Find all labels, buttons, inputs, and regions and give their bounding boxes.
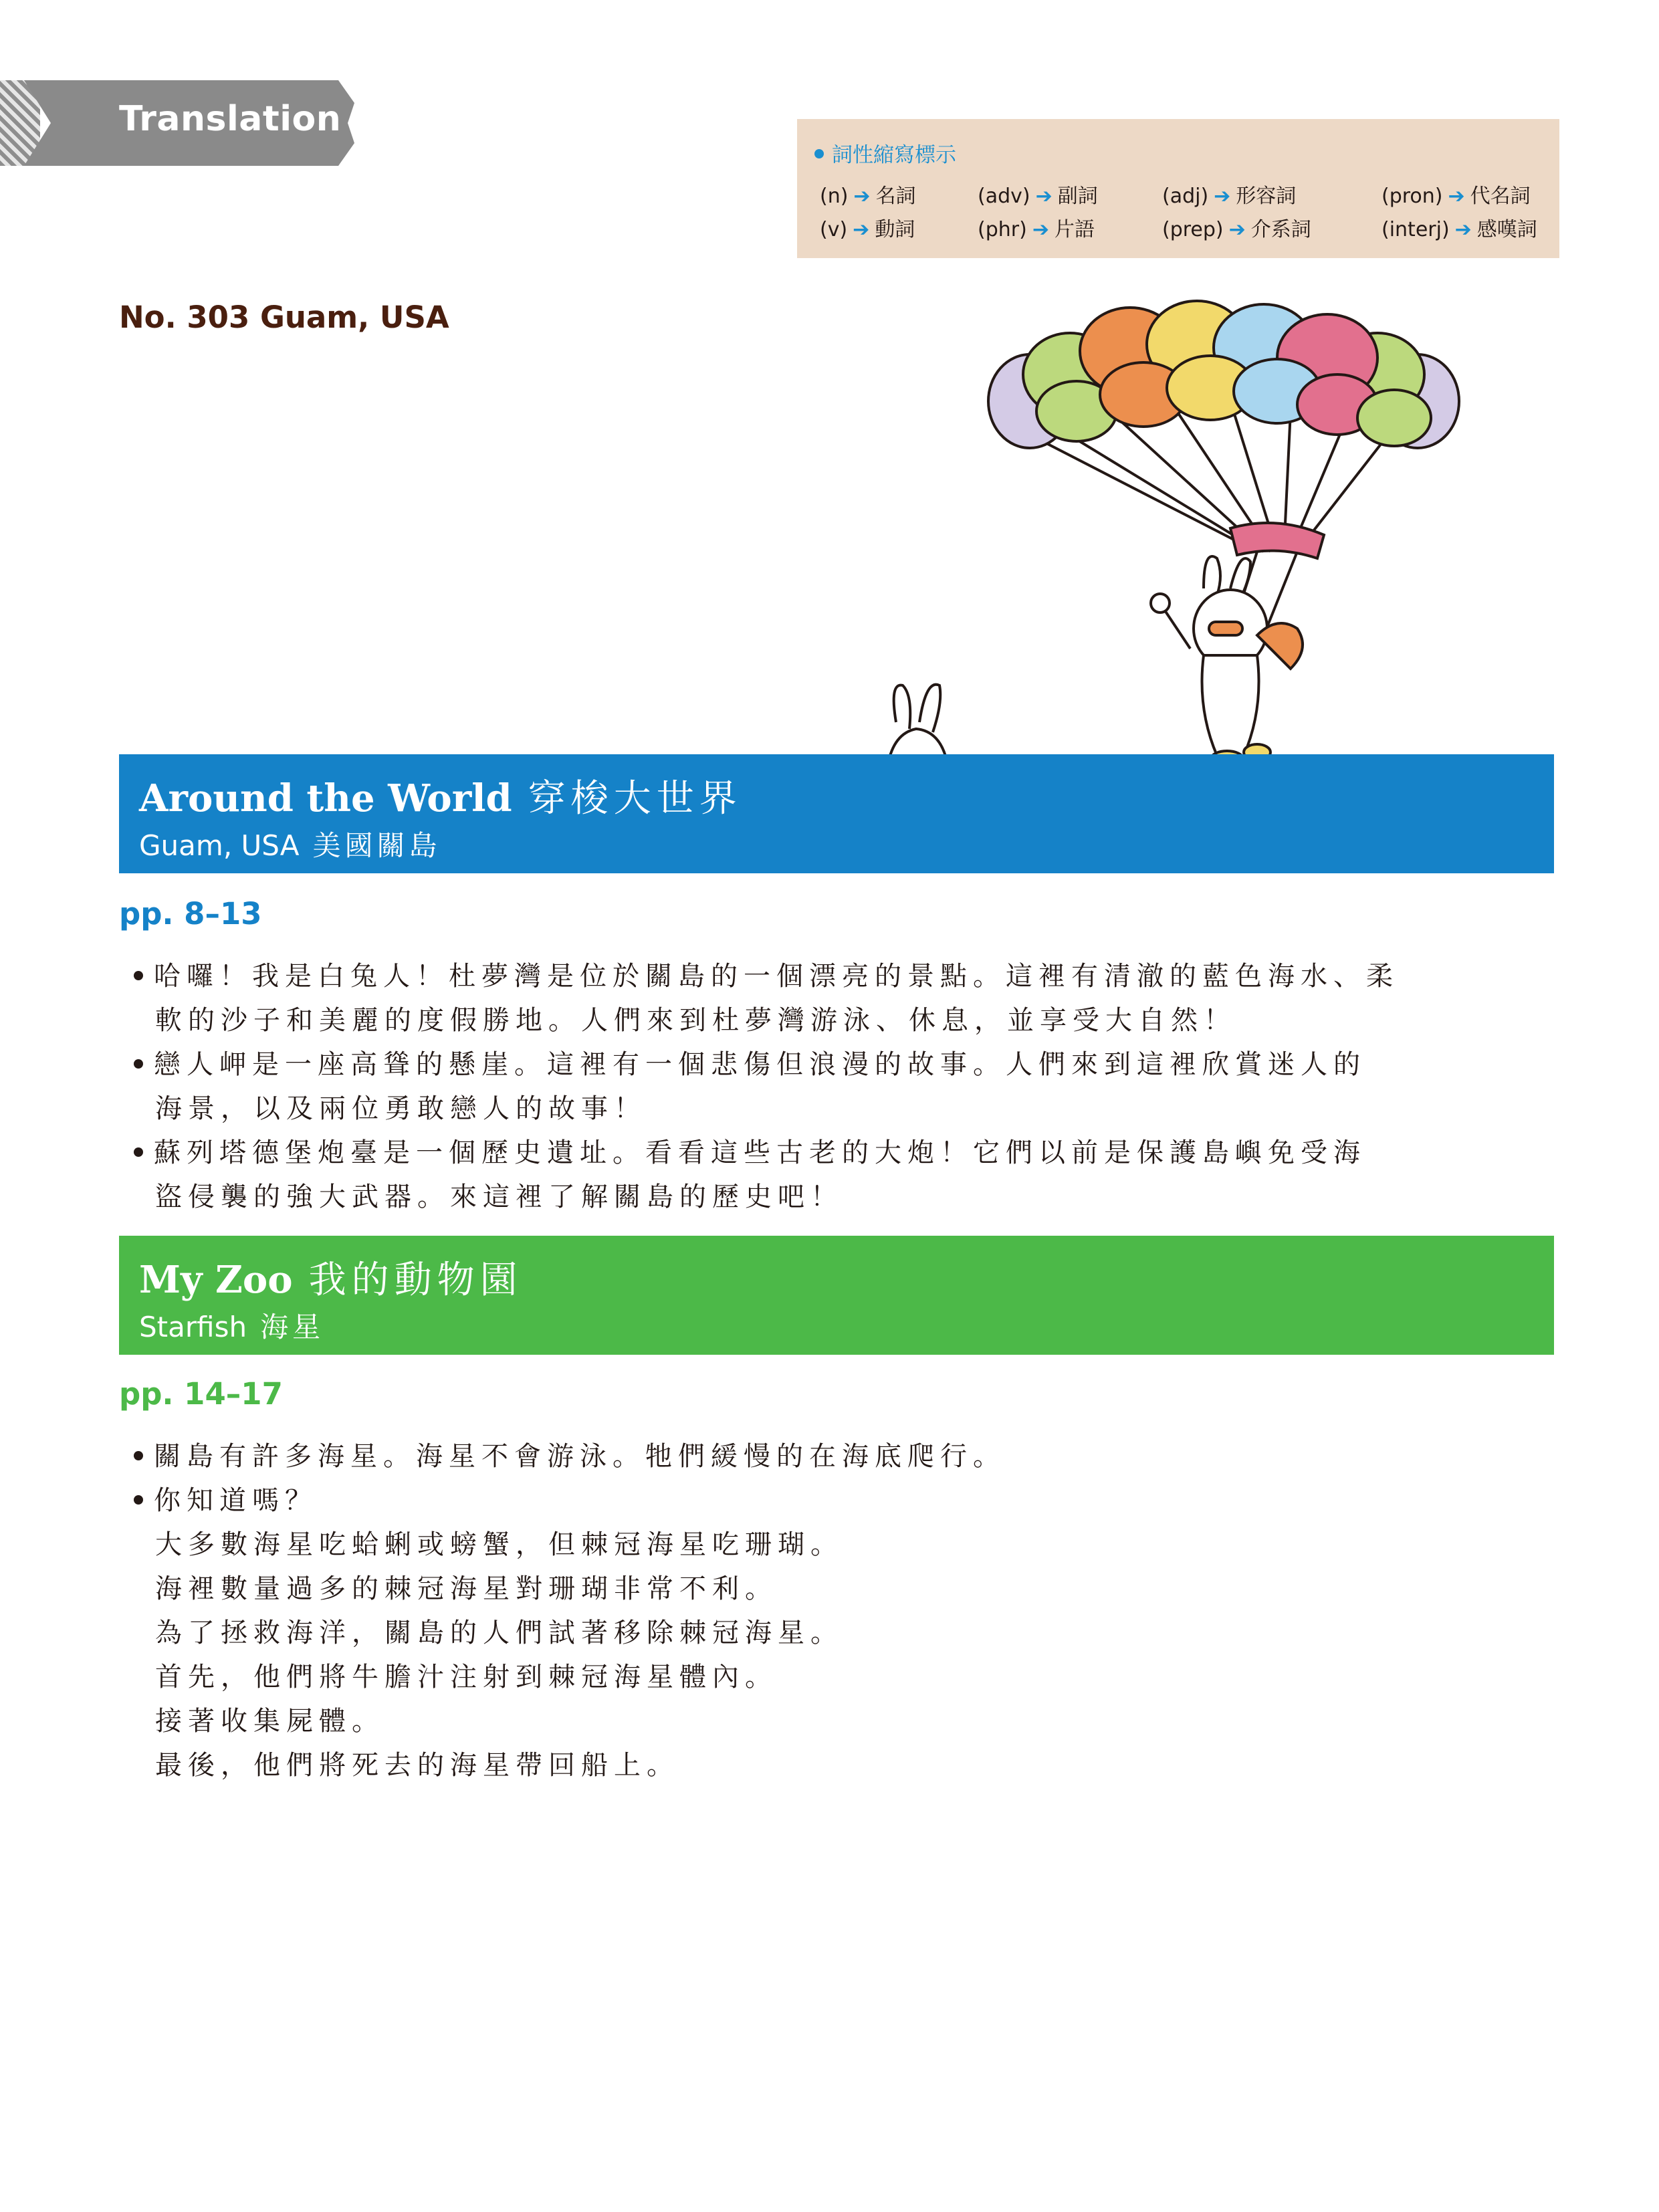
bullet-icon (134, 1451, 143, 1460)
paragraph-line: 戀人岬是一座高聳的懸崖。這裡有一個悲傷但浪漫的故事。人們來到這裡欣賞迷人的 (134, 1043, 1366, 1081)
pilot-chute (1230, 523, 1324, 558)
arrow-right-icon: ➔ (1032, 218, 1049, 241)
legend-item-preposition: (prep) ➔ 介系詞 (1162, 218, 1311, 241)
legend-item-noun: (n) ➔ 名詞 (820, 185, 916, 208)
arrow-right-icon: ➔ (853, 218, 870, 241)
arrow-right-icon: ➔ (1454, 218, 1472, 241)
bullet-dot-icon (814, 149, 824, 158)
paragraph-line: 海景，以及兩位勇敢戀人的故事！ (155, 1093, 647, 1124)
bullet-icon (134, 1495, 143, 1505)
episode-title: No. 303 Guam, USA (119, 300, 449, 335)
section-title-zh: 穿梭大世界 (528, 777, 742, 820)
page-range-world: pp. 8–13 (119, 896, 262, 931)
paragraph-line: 海裡數量過多的棘冠海星對珊瑚非常不利。 (155, 1573, 778, 1604)
paragraph-line: 接著收集屍體。 (155, 1706, 384, 1737)
arrow-right-icon: ➔ (1228, 218, 1246, 241)
section-title-en: My Zoo (139, 1258, 293, 1302)
page-range-zoo: pp. 14–17 (119, 1376, 283, 1412)
parachute-bunny-illustration (976, 294, 1471, 789)
paragraph-line: 為了拯救海洋，關島的人們試著移除棘冠海星。 (155, 1618, 843, 1648)
pos-legend-title (814, 138, 956, 168)
my-zoo-banner (119, 1236, 1554, 1355)
around-the-world-banner (119, 754, 1554, 873)
section-title (139, 1250, 523, 1304)
paragraph-line: 軟的沙子和美麗的度假勝地。人們來到杜夢灣游泳、休息，並享受大自然！ (155, 1005, 1236, 1036)
paragraph-line: 你知道嗎？ (134, 1479, 318, 1517)
bullet-icon (134, 971, 143, 980)
paragraph-line: 大多數海星吃蛤蜊或螃蟹，但棘冠海星吃珊瑚。 (155, 1529, 843, 1560)
paragraph-line: 最後，他們將死去的海星帶回船上。 (155, 1750, 679, 1781)
section-subtitle (139, 824, 441, 864)
paragraph-line: 首先，他們將牛膽汁注射到棘冠海星體內。 (155, 1662, 778, 1692)
bullet-icon (134, 1147, 143, 1157)
translation-tab-label: Translation (119, 99, 342, 139)
section-subtitle-en: Starfish (139, 1311, 247, 1343)
section-title-en: Around the World (139, 776, 512, 820)
paragraph-line: 關島有許多海星。海星不會游泳。牠們緩慢的在海底爬行。 (134, 1435, 1006, 1473)
legend-item-verb: (v) ➔ 動詞 (820, 218, 915, 241)
arrow-right-icon: ➔ (1035, 185, 1053, 208)
legend-item-pronoun: (pron) ➔ 代名詞 (1381, 185, 1531, 208)
bullet-icon (134, 1059, 143, 1069)
parachute-canopy (988, 301, 1459, 448)
arrow-right-icon: ➔ (1214, 185, 1231, 208)
legend-item-phrase: (phr) ➔ 片語 (978, 218, 1095, 241)
arrow-right-icon: ➔ (1448, 185, 1465, 208)
legend-item-adjective: (adj) ➔ 形容詞 (1162, 185, 1297, 208)
paragraph-line: 蘇列塔德堡炮臺是一個歷史遺址。看看這些古老的大炮！它們以前是保護島嶼免受海 (134, 1131, 1366, 1170)
legend-item-adverb: (adv) ➔ 副詞 (978, 185, 1098, 208)
legend-item-interjection: (interj) ➔ 感嘆詞 (1381, 218, 1537, 241)
bunny-skydiver (1151, 556, 1303, 767)
section-subtitle-zh: 美國關島 (312, 829, 441, 862)
arrow-right-icon: ➔ (853, 185, 871, 208)
section-title (139, 769, 742, 822)
section-title-zh: 我的動物園 (308, 1258, 523, 1302)
section-subtitle-zh: 海星 (260, 1311, 325, 1343)
section-subtitle (139, 1305, 324, 1345)
section-subtitle-en: Guam, USA (139, 829, 300, 862)
paragraph-line: 盜侵襲的強大武器。來這裡了解關島的歷史吧！ (155, 1182, 843, 1212)
paragraph-line: 哈囉！我是白兔人！杜夢灣是位於關島的一個漂亮的景點。這裡有清澈的藍色海水、柔 (134, 955, 1399, 993)
legend-title-text: 詞性縮寫標示 (832, 143, 956, 167)
